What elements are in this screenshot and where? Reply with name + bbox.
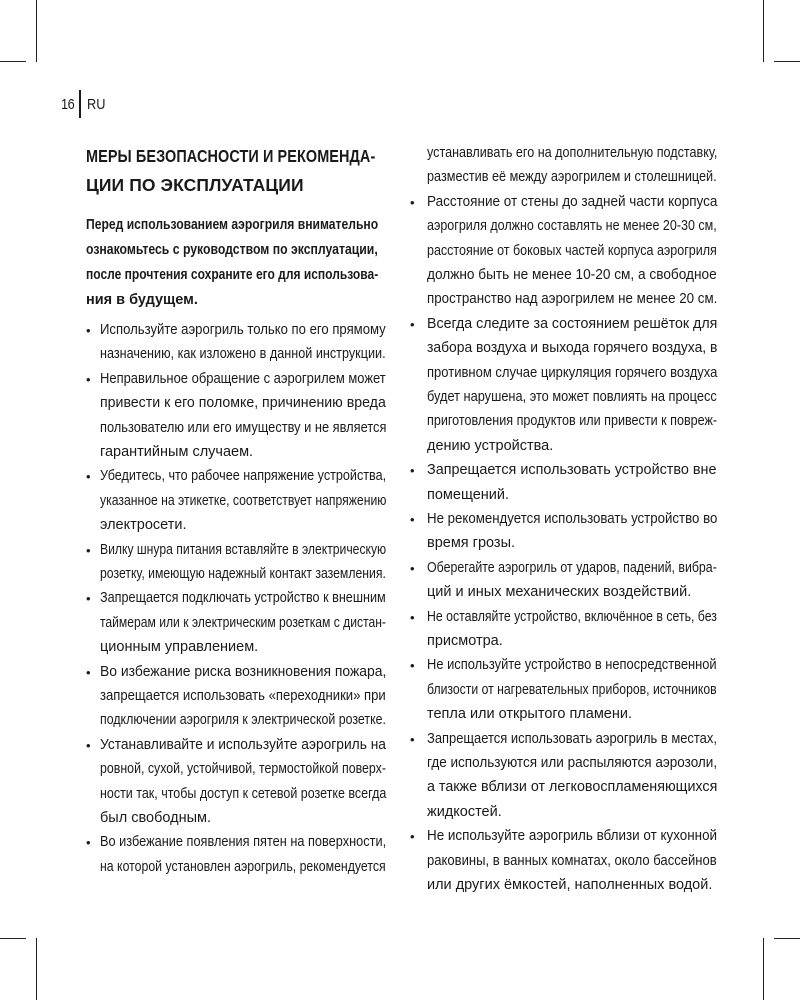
section-title-line: МЕРЫ БЕЗОПАСНОСТИ И РЕКОМЕНДА- xyxy=(86,146,376,166)
bullet-icon: • xyxy=(410,609,415,625)
list-item-line: или других ёмкостей, наполненных водой. xyxy=(427,877,713,893)
crop-mark-bottom-left xyxy=(36,938,37,1000)
bullet-icon: • xyxy=(86,542,91,558)
list-item-line: Оберегайте аэрогриль от ударов, падений, вибра- xyxy=(427,559,717,576)
bullet-icon: • xyxy=(86,323,91,338)
crop-mark-top-left-h xyxy=(0,61,26,62)
list-item-line: назначению, как изложено в данной инструкции. xyxy=(100,346,386,363)
crop-mark-bottom-left-h xyxy=(0,938,26,939)
crop-mark-top-left xyxy=(36,0,37,62)
bullet-icon: • xyxy=(86,371,91,387)
list-item-line: ций и иных механических воздействий. xyxy=(427,584,692,601)
section-title-line: ЦИИ ПО ЭКСПЛУАТАЦИИ xyxy=(86,175,304,195)
list-item-line: близости от нагревательных приборов, источников xyxy=(427,681,717,698)
intro-line: ознакомьтесь с руководством по эксплуатации, xyxy=(86,242,378,258)
list-item-line: ности так, чтобы доступ к сетевой розетке всегда xyxy=(100,785,387,802)
list-item-line: Расстояние от стены до задней части корпуса xyxy=(427,193,718,210)
list-item-line: где используются или распыляются аэрозоли, xyxy=(427,755,718,771)
list-item-line: Запрещается использовать аэрогриль в местах, xyxy=(427,730,717,747)
bullet-icon: • xyxy=(410,658,415,674)
list-item-line: Запрещается использовать устройство вне xyxy=(427,462,717,479)
bullet-icon: • xyxy=(86,835,91,851)
list-item-line: время грозы. xyxy=(427,535,516,552)
list-item-line: противном случае циркуляция горячего воздуха xyxy=(427,364,718,381)
crop-mark-top-right-h xyxy=(774,61,800,62)
list-item-line: пространство над аэрогрилем не менее 20 см. xyxy=(427,291,718,308)
intro-line: ния в будущем. xyxy=(86,292,198,308)
list-item-line: устанавливать его на дополнительную подставку, xyxy=(427,145,718,161)
list-item-line: запрещается использовать «переходники» при xyxy=(100,688,386,704)
page-number: 16 xyxy=(61,95,75,113)
list-item-line: был свободным. xyxy=(100,810,212,826)
bullet-icon: • xyxy=(410,194,415,210)
header-divider xyxy=(79,90,81,118)
bullet-icon: • xyxy=(410,512,415,527)
list-item-line: аэрогриля должно составлять не менее 20-30 см, xyxy=(427,218,717,235)
intro-line: после прочтения сохраните его для использова- xyxy=(86,267,379,283)
list-item-line: Во избежание появления пятен на поверхности, xyxy=(100,834,387,851)
list-item-line: Во избежание риска возникновения пожара, xyxy=(100,663,387,680)
list-item-line: Запрещается подключать устройство к внешним xyxy=(100,590,386,607)
language-code: RU xyxy=(86,95,106,113)
list-item-line: Не рекомендуется использовать устройство во xyxy=(427,511,718,527)
bullet-icon: • xyxy=(410,829,415,845)
list-item-line: Не используйте аэрогриль вблизи от кухонной xyxy=(427,828,718,845)
crop-mark-bottom-right-h xyxy=(774,938,800,939)
list-item-line: Не оставляйте устройство, включённое в сеть, без xyxy=(427,608,717,625)
list-item-line: пользователю или его имуществу и не является xyxy=(100,419,387,436)
list-item-line: будет нарушена, это может повлиять на процесс xyxy=(427,389,717,405)
bullet-icon: • xyxy=(86,591,91,607)
bullet-icon: • xyxy=(410,316,415,332)
list-item-line: привести к его поломке, причинению вреда xyxy=(100,395,386,412)
list-item-line: таймерам или к электрическим розеткам с дистан- xyxy=(100,614,386,631)
list-item-line: присмотра. xyxy=(427,633,503,649)
list-item-line: Убедитесь, что рабочее напряжение устройства, xyxy=(100,468,387,485)
list-item-line: ционным управлением. xyxy=(100,639,259,656)
list-item-line: Вилку шнура питания вставляйте в электрическую xyxy=(100,541,387,558)
bullet-icon: • xyxy=(410,560,415,576)
list-item-line: электросети. xyxy=(100,517,187,534)
page-header xyxy=(61,91,108,117)
list-item-line: Не используйте устройство в непосредственной xyxy=(427,657,717,674)
list-item-line: подключении аэрогриля к электрической розетке. xyxy=(100,712,386,729)
bullet-icon: • xyxy=(410,731,415,747)
list-item-line: жидкостей. xyxy=(427,803,502,820)
list-item-line: должно быть не менее 10-20 см, а свободное xyxy=(427,267,717,283)
list-item-line: раковины, в ванных комнатах, около бассейнов xyxy=(427,852,717,869)
crop-mark-bottom-right xyxy=(763,938,764,1000)
bullet-icon: • xyxy=(410,463,415,479)
list-item-line: дению устройства. xyxy=(427,437,554,454)
bullet-icon: • xyxy=(86,469,91,485)
list-item-line: приготовления продуктов или привести к повреж- xyxy=(427,413,718,430)
intro-line: Перед использованием аэрогриля внимательно xyxy=(86,217,379,233)
list-item-line: Неправильное обращение с аэрогрилем может xyxy=(100,370,386,387)
list-item-line: Устанавливайте и используйте аэрогриль на xyxy=(100,736,386,753)
list-item-line: Всегда следите за состоянием решёток для xyxy=(427,315,718,332)
list-item-line: розетку, имеющую надежный контакт заземления. xyxy=(100,566,386,582)
list-item-line: ровной, сухой, устойчивой, термостойкой поверх- xyxy=(100,761,386,778)
list-item-line: Используйте аэрогриль только по его прямому xyxy=(100,322,386,338)
list-item-line: разместив её между аэрогрилем и столешницей. xyxy=(427,169,717,186)
list-item-line: забора воздуха и выхода горячего воздуха, в xyxy=(427,340,718,357)
list-item-line: на которой установлен аэрогриль, рекомендуется xyxy=(100,858,386,875)
list-item-line: тепла или открытого пламени. xyxy=(427,706,633,723)
crop-mark-top-right xyxy=(763,0,764,62)
bullet-icon: • xyxy=(86,737,91,753)
list-item-line: помещений. xyxy=(427,486,510,503)
bullet-icon: • xyxy=(86,664,91,680)
list-item-line: расстояние от боковых частей корпуса аэрогриля xyxy=(427,242,717,259)
list-item-line: гарантийным случаем. xyxy=(100,444,254,460)
list-item-line: указанное на этикетке, соответствует напряжению xyxy=(100,492,387,509)
list-item-line: а также вблизи от легковоспламеняющихся xyxy=(427,779,718,796)
